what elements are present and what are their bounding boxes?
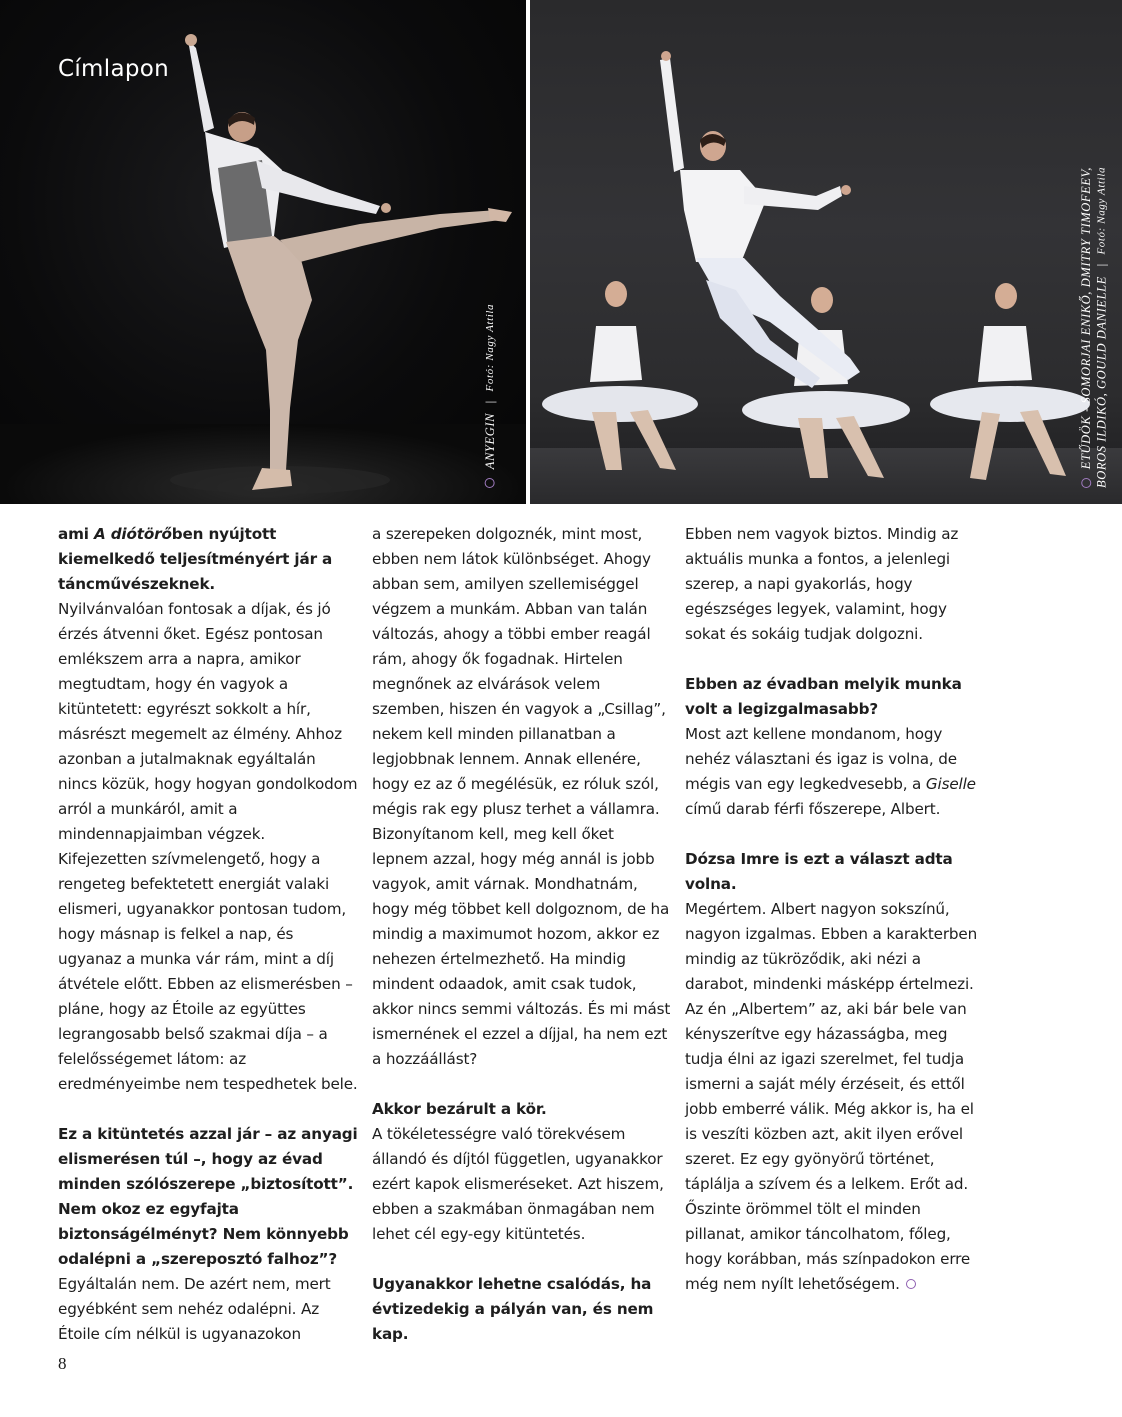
caption-title-line-1: ETŰDÖK - SOMORJAI ENIKŐ, DMITRY TIMOFEEV, xyxy=(1079,167,1093,470)
circle-bullet-icon xyxy=(1081,478,1091,488)
text-column-3 xyxy=(685,522,985,1297)
caption-title: ANYEGIN xyxy=(483,412,497,470)
question-title-italic: A diótörő xyxy=(93,525,172,543)
photo-credit: Fotó: Nagy Attila xyxy=(1095,166,1108,255)
ballet-group-figure xyxy=(530,0,1122,504)
text-column-2 xyxy=(372,522,672,1347)
interview-question: Akkor bezárult a kör. xyxy=(372,1100,547,1118)
answer-text: című darab férfi főszerepe, Albert. xyxy=(685,800,941,818)
answer-text: Most azt kellene mondanom, hogy nehéz választani és igaz is volna, de mégis van egy legkedvesebb, a xyxy=(685,725,957,793)
photo-credit: Fotó: Nagy Attila xyxy=(484,303,496,392)
text-column-1 xyxy=(58,522,358,1347)
paragraph-gap xyxy=(685,822,985,847)
article-end-circle-icon xyxy=(906,1279,916,1289)
question-text: ben nyújtott kiemelkedő teljesítményért jár a táncművészeknek. xyxy=(58,525,333,593)
photo-anyegin xyxy=(0,0,526,504)
photo-caption-left xyxy=(483,302,499,488)
interview-answer xyxy=(685,897,985,1297)
page-number: 8 xyxy=(58,1354,67,1373)
photo-band xyxy=(0,0,1122,504)
caption-title-line-2: BOROS ILDIKÓ, GOULD DANIELLE xyxy=(1094,276,1109,488)
section-label: Címlapon xyxy=(58,56,169,82)
interview-question: Ebben az évadban melyik munka volt a legizgalmasabb? xyxy=(685,675,962,718)
paragraph-gap xyxy=(372,1247,672,1272)
circle-bullet-icon xyxy=(485,478,495,488)
paragraph-gap xyxy=(685,647,985,672)
interview-answer xyxy=(685,722,985,822)
photo-caption-right xyxy=(1079,146,1110,488)
paragraph-gap xyxy=(58,1097,358,1122)
interview-question: Ugyanakkor lehetne csalódás, ha évtizedekig a pályán van, és nem kap. xyxy=(372,1275,654,1343)
answer-title-italic: Giselle xyxy=(925,775,976,793)
caption-separator: | xyxy=(483,400,497,405)
paragraph-gap xyxy=(372,1072,672,1097)
interview-answer: Nyilvánvalóan fontosak a díjak, és jó érzés átvenni őket. Egész pontosan emlékszem arra a napra, amikor megtudtam, hogy én vagyok a kitüntetett: egyrészt sokkolt a hír, másrészt megemelt az élmény. Ahhoz azonban a jutalmaknak egyáltalán nincs közük, hogy hogyan gondolkodom arról a munkáról, amit a mindennapjaimban végzek. Kifejezetten szívmelengető, hogy a rengeteg befektetett energiát valaki elismeri, ugyanakkor pontosan tudom, hogy másnap is felkel a nap, és ugyanaz a munka vár rám, mint a díj átvétele előtt. Ebben az elismerésben – pláne, hogy az Étoile az együttes legrangosabb belső szakmai díja – a felelősségemet látom: az eredményeimbe nem tespedhetek bele. xyxy=(58,600,358,1093)
interview-answer: Ebben nem vagyok biztos. Mindig az aktuális munka a fontos, a jelenlegi szerep, a napi gyakorlás, hogy egészséges legyek, valamint, hogy sokat és sokáig tudjak dolgozni. xyxy=(685,525,959,643)
answer-text: Megértem. Albert nagyon sokszínű, nagyon izgalmas. Ebben a karakterben mindig az tükröződik, aki nézi a darabot, mindenki másképp értelmezi. Az én „Albertem” az, aki bár bele van kényszerítve egy házasságba, meg tudja élni az igazi szerelmet, fel tudja ismerni a saját mély érzéseit, és ettől jobb emberré válik. Még akkor is, ha el is veszíti közben azt, akit ilyen erővel szeret. Ez egy gyönyörű történet, táplálja a szívem és a lelkem. Erőt ad. Őszinte örömmel tölt el minden pillanat, amikor táncolhatom, főleg, hogy korábban, más színpadokon erre még nem nyílt lehetőségem. xyxy=(685,900,978,1293)
question-text: ami xyxy=(58,525,94,543)
caption-separator: | xyxy=(1094,263,1109,268)
interview-question: Dózsa Imre is ezt a választ adta volna. xyxy=(685,850,953,893)
interview-question: Ez a kitüntetés azzal jár – az anyagi elismerésen túl –, hogy az évad minden szólószerepe „biztosított”. Nem okoz ez egyfajta biztonságélményt? Nem könnyebb odalépni a „szereposztó falhoz”? xyxy=(58,1125,358,1268)
interview-answer: A tökéletességre való törekvésem állandó és díjtól független, ugyanakkor ezért kapok elismeréseket. Azt hiszem, ebben a szakmában önmagában nem lehet cél egy-egy kitüntetés. xyxy=(372,1125,664,1243)
photo-etudok xyxy=(530,0,1122,504)
interview-answer: Egyáltalán nem. De azért nem, mert egyébként sem nehéz odalépni. Az Étoile cím nélkül is ugyanazokon xyxy=(58,1275,331,1343)
interview-question xyxy=(58,522,358,597)
interview-answer: a szerepeken dolgoznék, mint most, ebben nem látok különbséget. Ahogy abban sem, amilyen szellemiséggel végzem a munkám. Abban van talán változás, ahogy a többi ember reagál rám, ahogy ők fogadnak. Hirtelen megnőnek az elvárások velem szemben, hiszen én vagyok a „Csillag”, nekem kell minden pillanatban a legjobbnak lennem. Annak ellenére, hogy ez az ő megélésük, ez róluk szól, mégis rak egy plusz terhet a vállamra. Bizonyítanom kell, meg kell őket lepnem azzal, hogy még annál is jobb vagyok, amit várnak. Mondhatnám, hogy még többet kell dolgoznom, de ha mindig a maximumot hozom, akkor ez nehezen értelmezhető. Ha mindig mindent odaadok, amit csak tudok, akkor nincs semmi változás. És mi mást ismernének el ezzel a díjjal, ha nem ezt a hozzáállást? xyxy=(372,525,671,1068)
